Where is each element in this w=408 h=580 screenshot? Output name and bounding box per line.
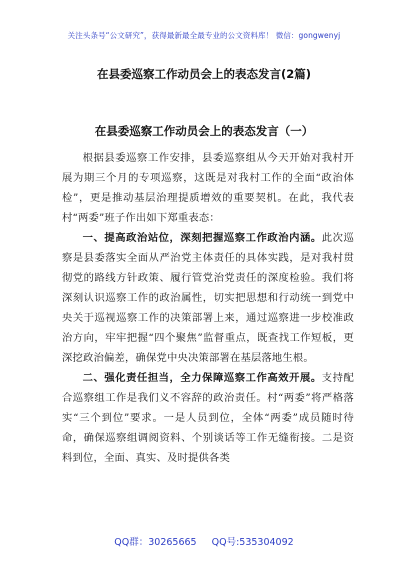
paragraph-lead: 一、提高政治站位，深刻把握巡察工作政治内涵。: [82, 232, 322, 244]
paragraph-text: 根据县委巡察工作安排，县委巡察组从今天开始对我村开展为期三个月的专项巡察，这既是对我村工作的全面“政治体检”，更是推动基层治理提质增效的重要契机。在此，我代表村“两委”班子作出如下郑重表态：: [62, 152, 354, 224]
qq-group: QQ群：30265665: [114, 537, 197, 548]
paragraph-lead: 二、强化责任担当，全力保障巡察工作高效开展。: [82, 372, 322, 384]
qq-number: QQ号:535304092: [211, 537, 294, 548]
document-title: 在县委巡察工作动员会上的表态发言(2篇): [96, 67, 311, 81]
paragraph-point-1: [62, 228, 354, 368]
section-title: 在县委巡察工作动员会上的表态发言（一）: [94, 124, 314, 138]
footer-contact: [0, 534, 408, 548]
paragraph-text: 此次巡察是县委落实全面从严治党主体责任的具体实践，是对我村贯彻党的路线方针政策、履行管党治党责任的深度检验。我们将深刻认识巡察工作的政治属性，切实把思想和行动统一到党中央关于巡视巡察工作的决策部署上来，通过巡察进一步校准政治方向，牢牢把握“四个聚焦”监督重点，既查找工作短板，更深挖政治偏差，确保党中央决策部署在基层落地生根。: [62, 232, 354, 364]
paragraph-text: 支持配合巡察组工作是我们义不容辞的政治责任。村“两委”将严格落实“三个到位”要求。一是人员到位，全体“两委”成员随时待命，确保巡察组调阅资料、个别谈话等工作无缝衔接。二是资料到位，全面、真实、及时提供各类: [62, 372, 354, 464]
paragraph-point-2: [62, 368, 354, 468]
promo-banner: 关注头条号“公文研究”，获得最新最全最专业的公文资料库！ 微信：gongwenyj: [67, 31, 341, 40]
paragraph-intro: [62, 148, 354, 228]
document-body: [62, 148, 354, 468]
